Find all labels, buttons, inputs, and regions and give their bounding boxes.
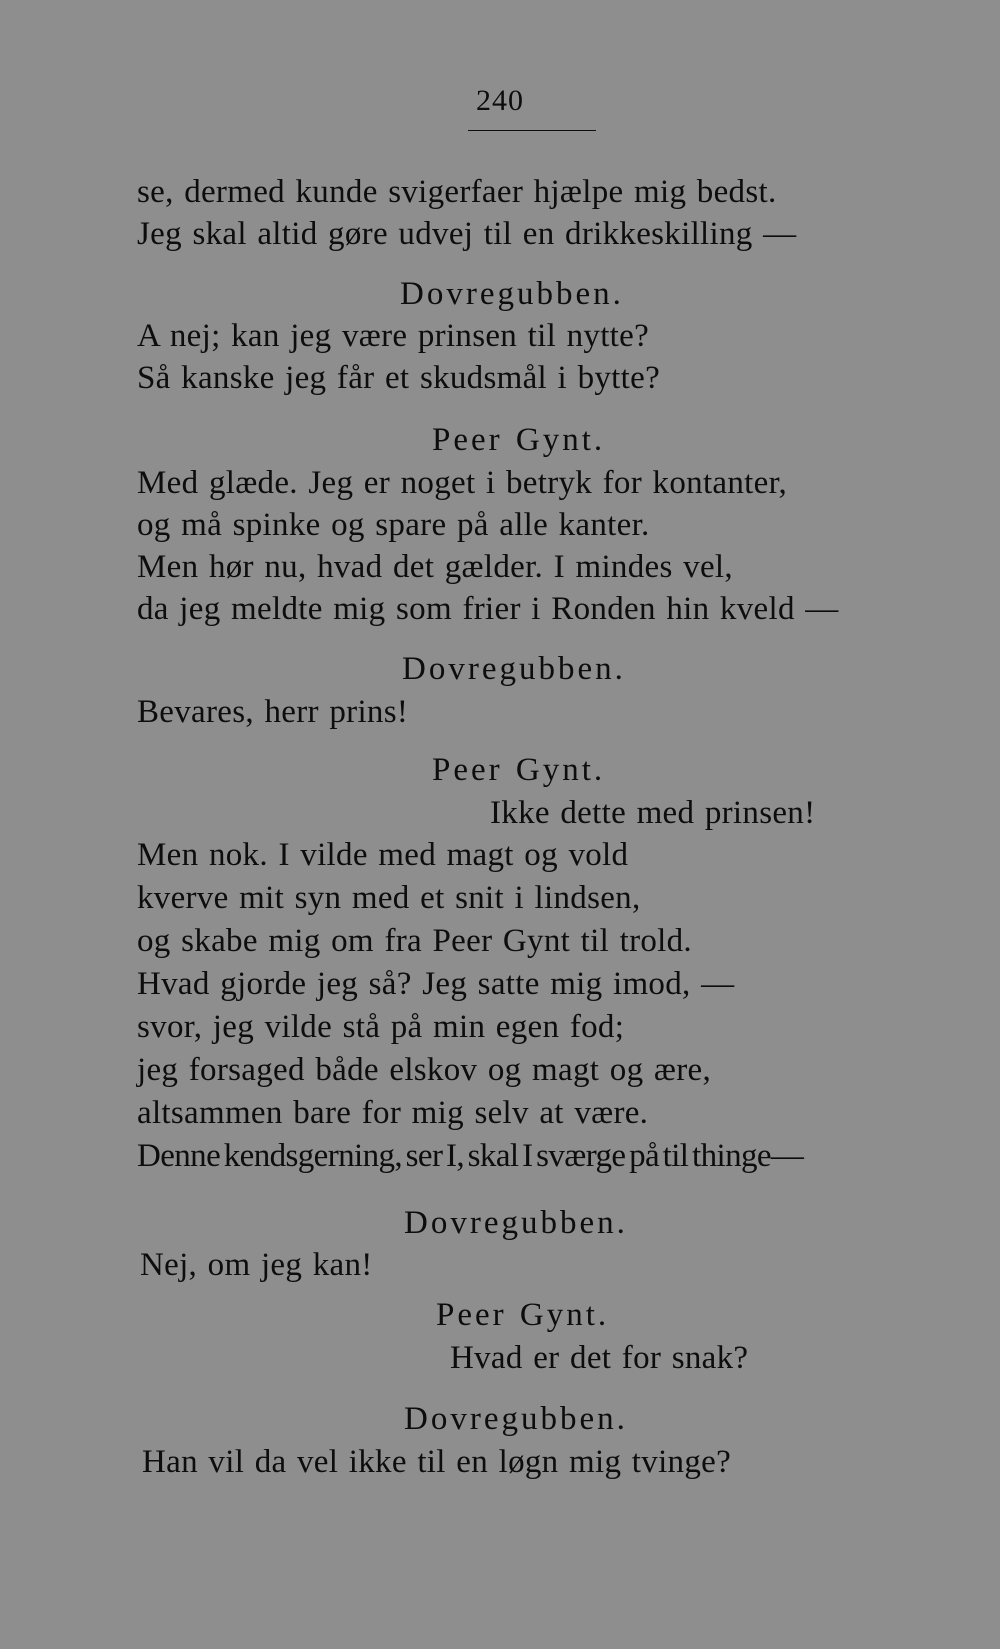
verse-line: jeg forsaged både elskov og magt og ære,: [137, 1052, 712, 1088]
verse-line: se, dermed kunde svigerfaer hjælpe mig bedst.: [137, 174, 777, 210]
verse-line: Bevares, herr prins!: [137, 694, 409, 730]
verse-line: Ikke dette med prinsen!: [490, 795, 816, 831]
verse-line: Men hør nu, hvad det gælder. I mindes vel,: [137, 549, 733, 585]
speaker-name: Peer Gynt.: [432, 422, 606, 458]
verse-line: da jeg meldte mig som frier i Ronden hin kveld —: [137, 591, 839, 627]
speaker-name: Peer Gynt.: [436, 1297, 610, 1333]
verse-line: Hvad er det for snak?: [450, 1340, 749, 1376]
speaker-name: Dovregubben.: [402, 651, 626, 687]
verse-line: Hvad gjorde jeg så? Jeg satte mig imod, —: [137, 966, 735, 1002]
speaker-name: Dovregubben.: [400, 276, 624, 312]
verse-line: svor, jeg vilde stå på min egen fod;: [137, 1009, 625, 1045]
verse-line: A nej; kan jeg være prinsen til nytte?: [137, 318, 650, 354]
verse-line: Så kanske jeg får et skudsmål i bytte?: [137, 360, 661, 396]
verse-line: Jeg skal altid gøre udvej til en drikkeskilling —: [137, 216, 797, 252]
verse-line: Med glæde. Jeg er noget i betryk for kontanter,: [137, 465, 788, 501]
verse-line: Nej, om jeg kan!: [140, 1247, 373, 1283]
speaker-name: Peer Gynt.: [432, 752, 606, 788]
verse-line: kverve mit syn med et snit i lindsen,: [137, 880, 641, 916]
page-number: 240: [476, 84, 524, 117]
verse-line: og skabe mig om fra Peer Gynt til trold.: [137, 923, 692, 959]
speaker-name: Dovregubben.: [404, 1401, 628, 1437]
verse-line: Men nok. I vilde med magt og vold: [137, 837, 629, 873]
verse-line: altsammen bare for mig selv at være.: [137, 1095, 649, 1131]
verse-line: Han vil da vel ikke til en løgn mig tvinge?: [142, 1444, 732, 1480]
verse-line: og må spinke og spare på alle kanter.: [137, 507, 650, 543]
page-number-rule: [468, 130, 596, 131]
verse-line: Denne kendsgerning, ser I, skal I sværge på til thinge—: [137, 1138, 804, 1174]
speaker-name: Dovregubben.: [404, 1205, 628, 1241]
